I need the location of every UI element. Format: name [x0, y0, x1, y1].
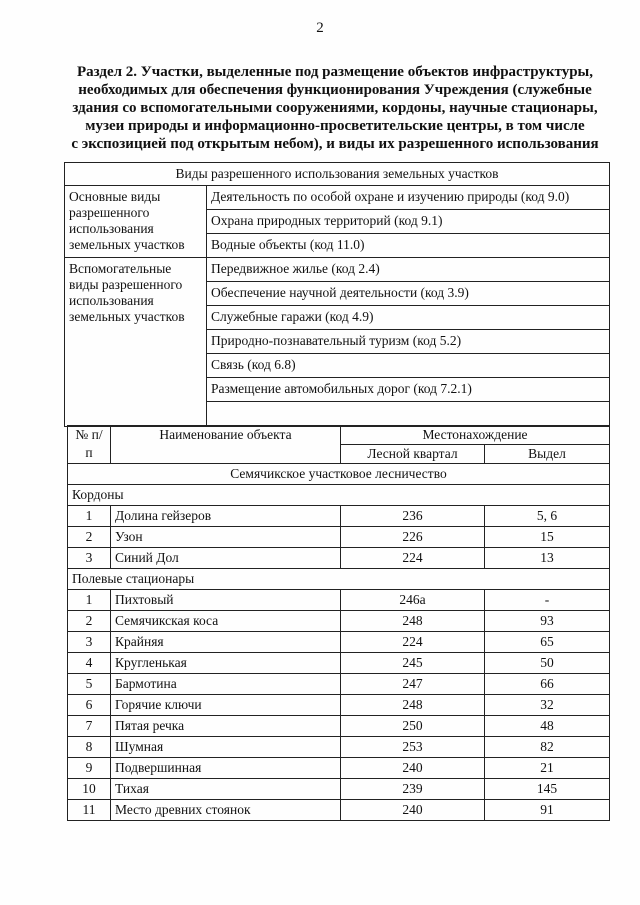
title-line: необходимых для обеспечения функционирования Учреждения (служебные: [78, 82, 592, 98]
title-line: с экспозицией под открытым небом), и виды их разрешенного использования: [71, 136, 599, 152]
row-number: 11: [68, 800, 111, 821]
table-row: [68, 653, 610, 674]
forest-quarter: 248: [341, 695, 485, 716]
main-uses-label: Основные виды разрешенного использования земельных участков: [65, 186, 207, 258]
forest-section: 21: [485, 758, 610, 779]
forest-quarter: 240: [341, 800, 485, 821]
section-title: [50, 63, 620, 153]
objects-table: [67, 425, 610, 821]
col-header-quarter: Лесной квартал: [341, 445, 485, 464]
forest-section: 13: [485, 548, 610, 569]
table-row: [68, 548, 610, 569]
aux-use-item: Обеспечение научной деятельности (код 3.9): [207, 282, 610, 306]
row-number: 7: [68, 716, 111, 737]
forest-section: 65: [485, 632, 610, 653]
col-header-location: Местонахождение: [341, 426, 610, 445]
table-row: [68, 695, 610, 716]
forestry-name: Семячикское участковое лесничество: [68, 464, 610, 485]
row-number: 2: [68, 527, 111, 548]
forest-section: 93: [485, 611, 610, 632]
page-number: 2: [316, 20, 324, 36]
row-number: 5: [68, 674, 111, 695]
table-row: [68, 674, 610, 695]
row-number: 4: [68, 653, 111, 674]
forest-quarter: 246а: [341, 590, 485, 611]
object-name: Крайняя: [111, 632, 341, 653]
object-name: Пихтовый: [111, 590, 341, 611]
object-name: Долина гейзеров: [111, 506, 341, 527]
object-name: Синий Дол: [111, 548, 341, 569]
aux-use-item: Передвижное жилье (код 2.4): [207, 258, 610, 282]
aux-use-item: Размещение автомобильных дорог (код 7.2.1): [207, 378, 610, 402]
aux-use-item: Природно-познавательный туризм (код 5.2): [207, 330, 610, 354]
object-name: Бармотина: [111, 674, 341, 695]
main-use-item: Деятельность по особой охране и изучению природы (код 9.0): [207, 186, 610, 210]
object-name: Кругленькая: [111, 653, 341, 674]
table-row: [68, 758, 610, 779]
col-header-section: Выдел: [485, 445, 610, 464]
object-name: Шумная: [111, 737, 341, 758]
forest-quarter: 245: [341, 653, 485, 674]
forest-quarter: 253: [341, 737, 485, 758]
table-row: [68, 800, 610, 821]
row-number: 1: [68, 590, 111, 611]
forest-section: 15: [485, 527, 610, 548]
forest-quarter: 248: [341, 611, 485, 632]
table-row: [68, 506, 610, 527]
forest-section: 66: [485, 674, 610, 695]
col-header-name: Наименование объекта: [111, 426, 341, 464]
object-name: Семячикская коса: [111, 611, 341, 632]
table-row: [68, 527, 610, 548]
main-use-item: Охрана природных территорий (код 9.1): [207, 210, 610, 234]
object-name: Тихая: [111, 779, 341, 800]
forest-section: 32: [485, 695, 610, 716]
land-use-table: [64, 162, 610, 427]
forest-section: 82: [485, 737, 610, 758]
forest-section: -: [485, 590, 610, 611]
object-name: Горячие ключи: [111, 695, 341, 716]
table-row: [68, 716, 610, 737]
forest-quarter: 224: [341, 548, 485, 569]
forest-quarter: 240: [341, 758, 485, 779]
row-number: 8: [68, 737, 111, 758]
forest-quarter: 226: [341, 527, 485, 548]
title-line: здания со вспомогательными сооружениями, кордоны, научные стационары,: [72, 100, 598, 116]
forest-quarter: 224: [341, 632, 485, 653]
aux-use-item: Связь (код 6.8): [207, 354, 610, 378]
row-number: 9: [68, 758, 111, 779]
object-name: Подвершинная: [111, 758, 341, 779]
group-stations: Полевые стационары: [68, 569, 610, 590]
row-number: 2: [68, 611, 111, 632]
forest-quarter: 250: [341, 716, 485, 737]
cordon-rows: [68, 506, 610, 569]
forest-section: 5, 6: [485, 506, 610, 527]
table-row: [68, 590, 610, 611]
group-cordons: Кордоны: [68, 485, 610, 506]
forest-section: 50: [485, 653, 610, 674]
land-use-header: Виды разрешенного использования земельных участков: [65, 163, 610, 186]
title-line: Раздел 2. Участки, выделенные под размещение объектов инфраструктуры,: [76, 64, 594, 80]
col-header-num: № п/п: [68, 426, 111, 464]
forest-section: 91: [485, 800, 610, 821]
row-number: 10: [68, 779, 111, 800]
title-line: музеи природы и информационно-просветительские центры, в том числе: [85, 118, 585, 134]
table-row: [68, 779, 610, 800]
row-number: 3: [68, 548, 111, 569]
forest-quarter: 247: [341, 674, 485, 695]
row-number: 3: [68, 632, 111, 653]
object-name: Место древних стоянок: [111, 800, 341, 821]
object-name: Пятая речка: [111, 716, 341, 737]
aux-use-item: Служебные гаражи (код 4.9): [207, 306, 610, 330]
table-row: [68, 611, 610, 632]
station-rows: [68, 590, 610, 821]
forest-quarter: 236: [341, 506, 485, 527]
forest-section: 48: [485, 716, 610, 737]
empty-cell: [207, 402, 610, 427]
table-row: [68, 632, 610, 653]
row-number: 6: [68, 695, 111, 716]
object-name: Узон: [111, 527, 341, 548]
aux-uses-label: Вспомогательные виды разрешенного использования земельных участков: [65, 258, 207, 427]
row-number: 1: [68, 506, 111, 527]
table-row: [68, 737, 610, 758]
forest-quarter: 239: [341, 779, 485, 800]
forest-section: 145: [485, 779, 610, 800]
main-use-item: Водные объекты (код 11.0): [207, 234, 610, 258]
